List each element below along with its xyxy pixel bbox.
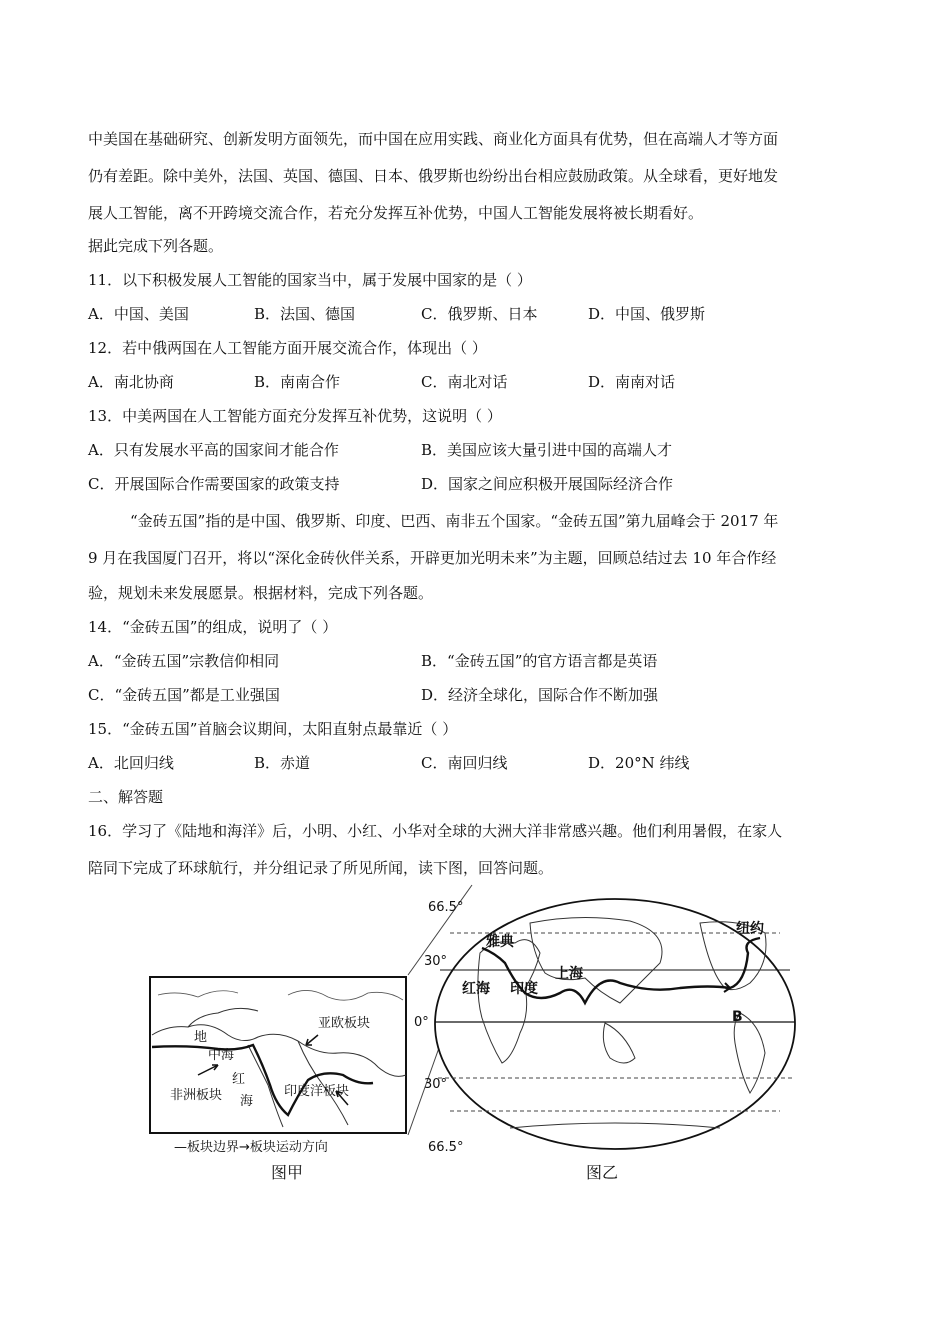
passage1-line3: 展人工智能，离不开跨境交流合作，若充分发挥互补优势，中国人工智能发展将被长期看好。 bbox=[88, 204, 704, 222]
passage1-instruction: 据此完成下列各题。 bbox=[88, 237, 224, 255]
q12-option-a: A．南北协商 bbox=[88, 373, 174, 391]
figure-jia bbox=[148, 975, 410, 1160]
place-athens: 雅典 bbox=[486, 934, 514, 950]
passage1-line2: 仍有差距。除中美外，法国、英国、德国、日本、俄罗斯也纷纷出台相应鼓励政策。从全球看，更好地发 bbox=[88, 167, 779, 185]
q15-option-b: B．赤道 bbox=[254, 754, 311, 772]
world-route-map bbox=[414, 893, 805, 1155]
lat-south-30: 30° bbox=[424, 1077, 448, 1092]
label-indian-ocean-plate: 印度洋板块 bbox=[284, 1084, 350, 1099]
lat-south-polar: 66.5° bbox=[428, 1140, 464, 1155]
lat-equator: 0° bbox=[414, 1015, 429, 1030]
label-hai: 海 bbox=[240, 1094, 254, 1109]
passage1-line1: 中美国在基础研究、创新发明方面领先，而中国在应用实践、商业化方面具有优势，但在高端人才等方面 bbox=[88, 130, 779, 148]
q14-option-b: B．“金砖五国”的官方语言都是英语 bbox=[421, 652, 658, 670]
passage2-line1: “金砖五国”指的是中国、俄罗斯、印度、巴西、南非五个国家。“金砖五国”第九届峰会于 2017 年 bbox=[130, 512, 779, 530]
place-b: B bbox=[732, 1009, 743, 1025]
section-heading: 二、解答题 bbox=[88, 788, 164, 806]
label-eurasian-plate: 亚欧板块 bbox=[318, 1016, 371, 1031]
q12-option-b: B．南南合作 bbox=[254, 373, 341, 391]
q14-option-c: C．“金砖五国”都是工业强国 bbox=[88, 686, 280, 704]
place-india: 印度 bbox=[510, 981, 538, 997]
q11-stem: 11．以下积极发展人工智能的国家当中，属于发展中国家的是（ ） bbox=[88, 271, 532, 289]
legend: —板块边界→板块运动方向 bbox=[174, 1140, 328, 1155]
q13-option-a: A．只有发展水平高的国家间才能合作 bbox=[88, 441, 339, 459]
q15-option-d: D．20°N 纬线 bbox=[588, 754, 690, 772]
q11-option-d: D．中国、俄罗斯 bbox=[588, 305, 706, 323]
figure-yi bbox=[414, 893, 805, 1155]
q12-stem: 12．若中俄两国在人工智能方面开展交流合作，体现出（ ） bbox=[88, 339, 487, 357]
label-hong: 红 bbox=[232, 1072, 246, 1087]
q13-option-d: D．国家之间应积极开展国际经济合作 bbox=[421, 475, 674, 493]
q11-option-c: C．俄罗斯、日本 bbox=[421, 305, 538, 323]
q16-stem-line2: 陪同下完成了环球航行，并分组记录了所见所闻，读下图，回答问题。 bbox=[88, 859, 554, 877]
q14-stem: 14．“金砖五国”的组成，说明了（ ） bbox=[88, 618, 338, 636]
q11-option-a: A．中国、美国 bbox=[88, 305, 189, 323]
lat-north-30: 30° bbox=[424, 954, 448, 969]
passage2-line2: 9 月在我国厦门召开，将以“深化金砖伙伴关系，开辟更加光明未来”为主题，回顾总结过去 10 年合作经 bbox=[88, 549, 777, 567]
label-di: 地 bbox=[194, 1030, 208, 1045]
q12-option-c: C．南北对话 bbox=[421, 373, 508, 391]
place-newyork: 纽约 bbox=[736, 921, 764, 937]
plate-map bbox=[148, 975, 410, 1160]
passage2-line3: 验，规划未来发展愿景。根据材料，完成下列各题。 bbox=[88, 584, 434, 602]
q14-option-d: D．经济全球化，国际合作不断加强 bbox=[421, 686, 659, 704]
caption-yi: 图乙 bbox=[586, 1163, 619, 1182]
q14-option-a: A．“金砖五国”宗教信仰相同 bbox=[88, 652, 280, 670]
place-redsea: 红海 bbox=[462, 981, 490, 997]
place-shanghai: 上海 bbox=[555, 966, 583, 982]
q16-stem-line1: 16．学习了《陆地和海洋》后，小明、小红、小华对全球的大洲大洋非常感兴趣。他们利用暑假，在家人 bbox=[88, 822, 783, 840]
q13-option-b: B．美国应该大量引进中国的高端人才 bbox=[421, 441, 673, 459]
q15-stem: 15．“金砖五国”首脑会议期间，太阳直射点最靠近（ ） bbox=[88, 720, 458, 738]
label-african-plate: 非洲板块 bbox=[170, 1088, 223, 1103]
q11-option-b: B．法国、德国 bbox=[254, 305, 356, 323]
q12-option-d: D．南南对话 bbox=[588, 373, 676, 391]
q15-option-a: A．北回归线 bbox=[88, 754, 174, 772]
label-zhonghai: 中海 bbox=[208, 1048, 235, 1063]
q13-option-c: C．开展国际合作需要国家的政策支持 bbox=[88, 475, 340, 493]
q13-stem: 13．中美两国在人工智能方面充分发挥互补优势，这说明（ ） bbox=[88, 407, 502, 425]
q15-option-c: C．南回归线 bbox=[421, 754, 508, 772]
lat-north-polar: 66.5° bbox=[428, 900, 464, 915]
caption-jia: 图甲 bbox=[271, 1163, 304, 1182]
